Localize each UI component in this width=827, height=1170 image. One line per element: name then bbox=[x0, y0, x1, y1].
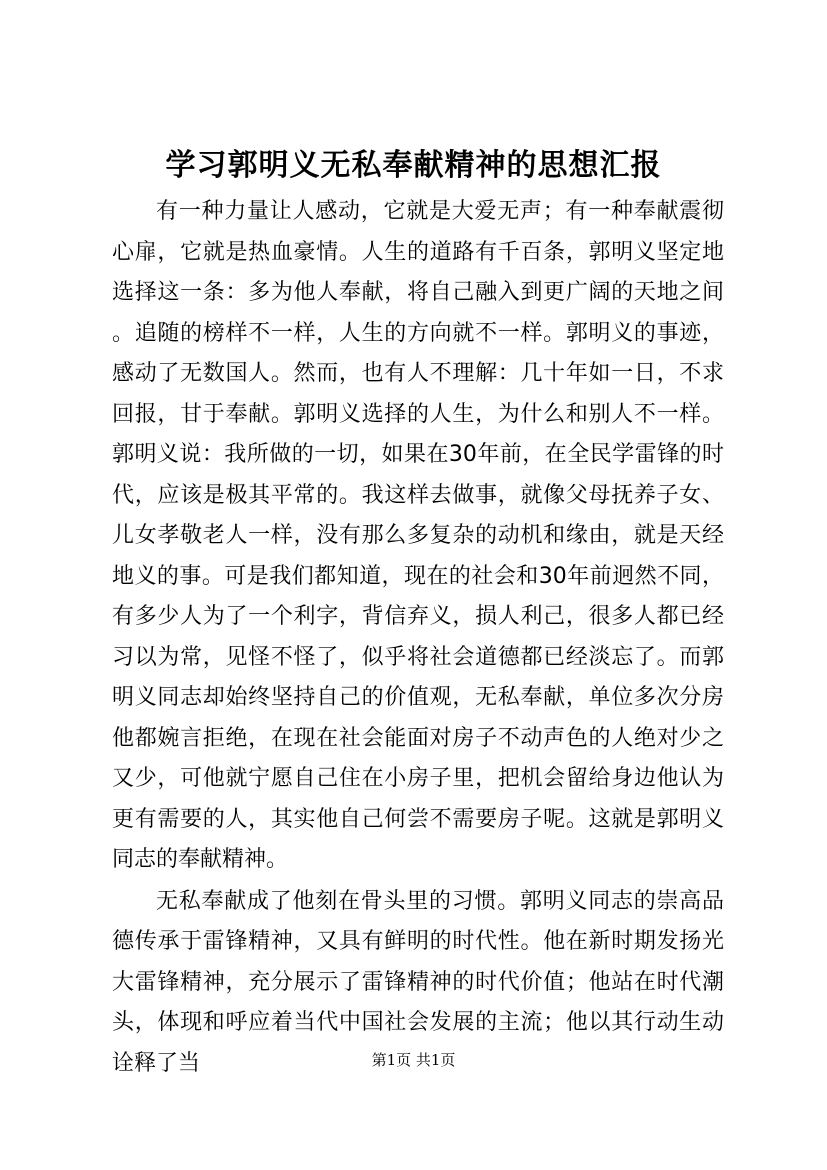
document-title: 学习郭明义无私奉献精神的思想汇报 bbox=[165, 148, 662, 183]
paragraph-2: 无私奉献成了他刻在骨头里的习惯。郭明义同志的崇高品德传承于雷锋精神，又具有鲜明的时代性。他在新时期发扬光大雷锋精神，充分展示了雷锋精神的时代价值；他站在时代潮头，体现和呼应着当代中国社会发展的主流；他以其行动生动诠释了当 bbox=[112, 888, 724, 1076]
document-body bbox=[112, 192, 724, 1084]
paragraph-1: 有一种力量让人感动，它就是大爱无声；有一种奉献震彻心扉，它就是热血豪情。人生的道路有千百条，郭明义坚定地选择这一条：多为他人奉献，将自己融入到更广阔的天地之间。追随的榜样不一样，人生的方向就不一样。郭明义的事迹，感动了无数国人。然而，也有人不理解：几十年如一日，不求回报，甘于奉献。郭明义选择的人生，为什么和别人不一样。郭明义说：我所做的一切，如果在30年前，在全民学雷锋的时代，应该是极其平常的。我这样去做事，就像父母抚养子女、儿女孝敬老人一样，没有那么多复杂的动机和缘由，就是天经地义的事。可是我们都知道，现在的社会和30年前迥然不同，有多少人为了一个利字，背信弃义，损人利己，很多人都已经习以为常，见怪不怪了，似乎将社会道德都已经淡忘了。而郭明义同志却始终坚持自己的价值观，无私奉献，单位多次分房他都婉言拒绝，在现在社会能面对房子不动声色的人绝对少之又少，可他就宁愿自己住在小房子里，把机会留给身边他认为更有需要的人，其实他自己何尝不需要房子呢。这就是郭明义同志的奉献精神。 bbox=[112, 199, 724, 872]
page-number: 第1页 共1页 bbox=[371, 1051, 456, 1069]
